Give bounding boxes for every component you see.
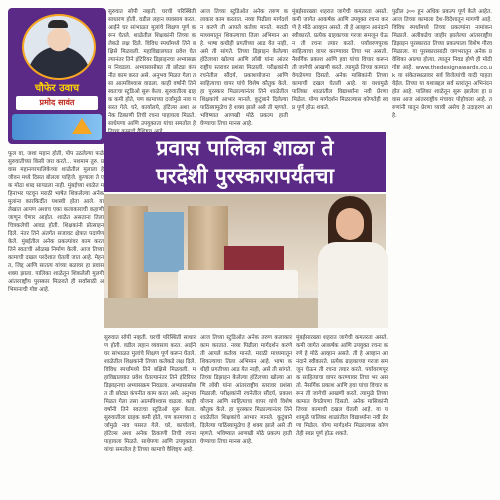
headline-box (104, 132, 386, 192)
author-name: प्रमोद सावंत (16, 96, 98, 110)
text-column-6: सुरुवात सोपी नव्हती. घरची परिस्थिती साधारण होती. वडील लहान व्यवसाय करत. आईने घर सांभाळत मुलांचे शिक्षण पूर्ण करून घेतले. शाळेतील शिक्षकांनी तिच्या कलेकडे लक्ष दिले. विविध स्पर्धांमध्ये तिने बक्षिसे मिळवली. महाविद्यालयात प्रवेश घेतल्यानंतर तिने इंटिरियर डिझाइनचा अभ्यासक्रम निवडला. अभ्यासासोबत ती छोट्या कंपनीत काम करत असे. अनुभव मिळत गेला तसा आत्मविश्वास वाढला. काही वर्षांनी तिने स्वतःचा स्टुडिओ सुरू केला. सुरुवातीला ग्राहक कमी होते, पण कामाच्या दर्जामुळे नाव पसरत गेले. घरे, कार्यालये, हॉटेल्स अशा अनेक ठिकाणी तिची रचना पाहायला मिळते. साधेपणा आणि उपयुक्तता यांचा समतोल हे तिच्या कामाचे वैशिष्ट्य आहे. (104, 335, 196, 453)
column-name: चौफेर उवाच (34, 83, 80, 94)
column-header-card (8, 8, 106, 144)
text-column-2: सुरुवात सोपी नव्हती. घरची परिस्थिती साधारण होती. वडील लहान व्यवसाय करत. आईने घर सांभाळत मुलांचे शिक्षण पूर्ण करून घेतले. शाळेतील शिक्षकांनी तिच्या कलेकडे लक्ष दिले. विविध स्पर्धांमध्ये तिने बक्षिसे मिळवली. महाविद्यालयात प्रवेश घेतल्यानंतर तिने इंटिरियर डिझाइनचा अभ्यासक्रम निवडला. अभ्यासासोबत ती छोट्या कंपनीत काम करत असे. अनुभव मिळत गेला तसा आत्मविश्वास वाढला. काही वर्षांनी तिने स्वतःचा स्टुडिओ सुरू केला. सुरुवातीला ग्राहक कमी होते, पण कामाच्या दर्जामुळे नाव पसरत गेले. घरे, कार्यालये, हॉटेल्स अशा अनेक ठिकाणी तिची रचना पाहायला मिळते. साधेपणा आणि उपयुक्तता यांचा समतोल हे (108, 9, 196, 127)
text-column-1: फूल वा, जशा महान होती, पोप उठलेल्या फळे सुरुवातीच्या किसी जरा करते... पशमाम तुरु. प्रवास महानगरपालिकेच्या शाळेतील मुलाला हे जीवन मध्ये दिसत बोलला पाहिजे. कुणाला ते एक मोठा शब्द सापडला नाही. मुंबईच्या शाळेत महिनाभर पटवून मराठी भाषेत शिकलेल्या अनेक मुलांना कारकिर्दीत यशस्वी होता आले. या लेखात आपण अशाच एका कलाकाराची कहाणी जाणून घेणार आहोत. शाळेत असताना तिला चित्रकलेची आवड होती. शिक्षकांनी प्रोत्साहन दिले. नंतर तिने अंतर्गत सजावट क्षेत्रात पदार्पण केले. मुंबईतील अनेक प्रकल्पांवर काम करत तिने स्वतःची ओळख निर्माण केली. आज तिच्या कामाची दखल परदेशात घेतली जात आहे. मेहनत, जिद्द आणि सातत्य यांच्या बळावर हा प्रवास शक्य झाला. पालिका शाळेतून शिकलेली मुलगी आंतरराष्ट्रीय पुरस्कार मिळवते ही सर्वांसाठी अभिमानाची गोष्ट आहे. (8, 151, 104, 293)
author-hair (48, 20, 68, 28)
photo-window (144, 212, 184, 272)
growth-arrow-icon (72, 118, 92, 134)
text-column-7: आज तिच्या स्टुडिओत अनेक तरुण कलाकार काम करतात. नव्या पिढीला मार्गदर्शन करणे ती आपले कर्तव्य मानते. मराठी माध्यमातून शिकल्याचा तिला अभिमान आहे. भाषा कधीही प्रगतीच्या आड येत नाही, असे ती सांगते. तिच्या डिझाइन केलेल्या हॉटेलच्या खोल्या आणि लॉबी यांना आंतरराष्ट्रीय स्तरावर प्रशंसा मिळाली. परीक्षकांनी रचनेतील सौंदर्य, प्रकाशयोजना आणि साहित्याचा वापर यांचे विशेष कौतुक केले. हा पुरस्कार मिळाल्यानंतर तिने शाळेतील शिक्षकांचे आभार मानले. कुटुंबाने दिलेल्या पाठिंब्यामुळेच हे शक्य झाले असे ती म्हणते. भविष्यात आणखी मोठे प्रकल्प हाती घेण्याचा तिचा मानस आहे. (200, 335, 292, 445)
portrait-woman-face (336, 208, 364, 240)
text-column-8: मुंबईसारख्या शहरात जागेची कमतरता असते. कमी जागेत आकर्षक आणि उपयुक्त रचना करणे हे मोठे आव्हान असते. ती हे आव्हान आनंदाने स्वीकारते. प्रत्येक ग्राहकाच्या गरजा समजून घेऊन ती रचना तयार करते. पर्यावरणपूरक साहित्याचा वापर करण्यावर तिचा भर असतो. नैसर्गिक प्रकाश आणि हवा यांचा विचार करून ती जागेची आखणी करते. त्यामुळे तिच्या कामात वेगळेपणा दिसतो. अनेक मासिकांनी तिच्या कामाची दखल घेतली आहे. या यशामुळे पालिका शाळांतील विद्यार्थ्यांना नवी प्रेरणा मिळेल. योग्य मार्गदर्शन मिळाल्यास कोणतेही स्वप्न पूर्ण होऊ शकते. (296, 335, 388, 437)
handshake-graphic (12, 114, 102, 140)
portrait-woman (318, 242, 388, 328)
headline-line-2: परदेशी पुरस्कारापर्यंतचा (156, 164, 334, 188)
text-column-5: पुढील ३०० हून अधिक प्रकल्प पूर्ण केले आहेत. आज तिच्या कामाला देश-विदेशातून मागणी आहे. विविध स्पर्धांमध्ये तिच्या प्रकल्पांना नामांकन मिळाले. अलीकडेच जाहीर झालेल्या आंतरराष्ट्रीय डिझाइन पुरस्कारात तिच्या प्रकल्पाला विशेष गौरव मिळाला. या पुरस्कारासाठी जगभरातून अनेक प्रवेशिका आल्या होत्या. त्यातून निवड होणे ही मोठी गोष्ट आहे. www.thedesignawards.co.uk या संकेतस्थळावर सर्व विजेत्यांची यादी पाहता येईल. तिच्या या यशाबद्दल सर्व स्तरांतून अभिनंदन होत आहे. पालिका शाळेतून सुरू झालेला हा प्रवास आज आंतरराष्ट्रीय मंचावर पोहोचला आहे. तरुणांनी यातून प्रेरणा घ्यावी असेच हे उदाहरण आहे. (392, 9, 492, 119)
photo-curtain-left (108, 206, 148, 298)
headline-line-1: प्रवास पालिका शाळा ते (156, 136, 334, 160)
text-column-4: मुंबईसारख्या शहरात जागेची कमतरता असते. कमी जागेत आकर्षक आणि उपयुक्त रचना करणे हे मोठे आव्हान असते. ती हे आव्हान आनंदाने स्वीकारते. प्रत्येक ग्राहकाच्या गरजा समजून घेऊन ती रचना तयार करते. पर्यावरणपूरक साहित्याचा वापर करण्यावर तिचा भर असतो. नैसर्गिक प्रकाश आणि हवा यांचा विचार करून ती जागेची आखणी करते. त्यामुळे तिच्या कामात वेगळेपणा दिसतो. अनेक मासिकांनी तिच्या कामाची दखल घेतली आहे. या यशामुळे पालिका शाळांतील विद्यार्थ्यांना नवी प्रेरणा मिळेल. योग्य मार्गदर्शन मिळाल्यास कोणतेही स्वप्न पूर्ण होऊ शकते. (292, 9, 388, 111)
text-column-3: आज तिच्या स्टुडिओत अनेक तरुण कलाकार काम करतात. नव्या पिढीला मार्गदर्शन करणे ती आपले कर्तव्य मानते. मराठी माध्यमातून शिकल्याचा तिला अभिमान आहे. भाषा कधीही प्रगतीच्या आड येत नाही, असे ती सांगते. तिच्या डिझाइन केलेल्या हॉटेलच्या खोल्या आणि लॉबी यांना आंतरराष्ट्रीय स्तरावर प्रशंसा मिळाली. परीक्षकांनी रचनेतील सौंदर्य, प्रकाशयोजना आणि साहित्याचा वापर यांचे विशेष कौतुक केले. हा पुरस्कार मिळाल्यानंतर तिने शाळेतील शिक्षकांचे आभार मानले. कुटुंबाने दिलेल्या पाठिंब्यामुळेच हे शक्य झाले असे ती म्हणते. भविष्यात आणखी मोठे प्रकल्प हाती घेण्याचा तिचा मानस आहे. (200, 9, 288, 127)
